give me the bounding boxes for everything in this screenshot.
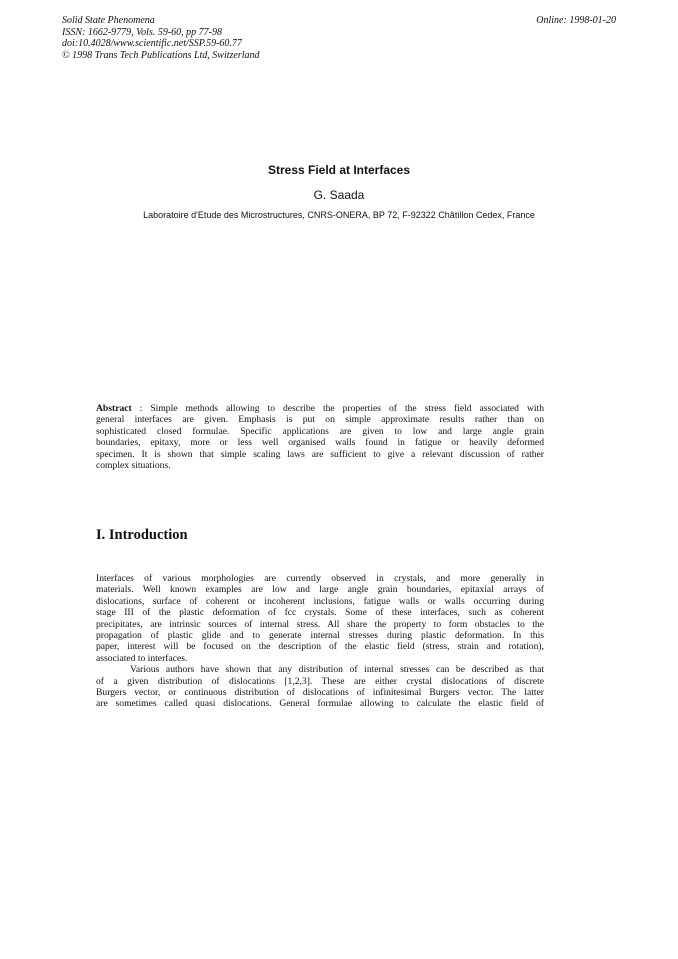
paper-title: Stress Field at Interfaces [267,163,411,177]
abstract-line: complex situations. [96,459,171,471]
abstract-line: sophisticated closed formulae. Specific applications are given to low and large angle grain [96,425,544,437]
body-line: Various authors have shown that any distribution of internal stresses can be described as that [130,664,544,676]
body-line: Interfaces of various morphologies are currently observed in crystals, and more generally in [96,573,544,584]
abstract [96,403,544,471]
abstract-label: Abstract [96,403,132,414]
body-line: are sometimes called quasi dislocations. General formulae allowing to calculate the elastic field of [96,698,544,710]
body-line: propagation of plastic glide and to generate internal stresses during plastic deformation. In this [96,629,544,641]
section-heading-introduction: I. Introduction [96,527,188,543]
body-line: stage III of the plastic deformation of fcc crystals. Some of these interfaces, such as coherent [96,607,544,619]
abstract-line-text: : Simple methods allowing to describe the properties of the stress field associated with [131,403,544,414]
doi-line: doi:10.4028/www.scientific.net/SSP.59-60.77 [62,38,242,49]
body-line: Burgers vector, or continuous distribution of dislocations of infinitesimal Burgers vector. The latter [96,686,544,698]
body-line: paper, interest will be focused on the description of the elastic field (stress, strain and rotation), [96,641,544,653]
body-line: of a given distribution of dislocations [1,2,3]. These are either crystal dislocations of discrete [96,675,544,687]
abstract-line: specimen. It is shown that simple scaling laws are sufficient to give a relevant discussion of rather [96,448,544,460]
author-affiliation: Laboratoire d'Etude des Microstructures, CNRS-ONERA, BP 72, F-92322 Châtillon Cedex, France [143,210,535,220]
body-line: precipitates, are intrinsic sources of internal stress. All share the property to form obstacles to the [96,618,544,630]
issn-line: ISSN: 1662-9779, Vols. 59-60, pp 77-98 [62,26,222,38]
body-line: materials. Well known examples are low and large angle grain boundaries, epitaxial arrays of [96,584,544,596]
journal-header [62,15,462,61]
online-date: Online: 1998-01-20 [536,15,616,26]
abstract-line: general interfaces are given. Emphasis is put on simple approximate results rather than on [96,414,544,426]
abstract-line [96,403,544,414]
body-line: associated to interfaces. [96,652,188,664]
author-name: G. Saada [313,188,365,202]
copyright-line: © 1998 Trans Tech Publications Ltd, Switzerland [62,49,260,61]
introduction-body [96,573,544,710]
journal-name: Solid State Phenomena [62,15,155,26]
abstract-line: boundaries, epitaxy, more or less well organised walls found in fatigue or heavily deformed [96,437,544,449]
body-line: dislocations, surface of coherent or incoherent inclusions, fatigue walls or walls occurring during [96,595,544,607]
